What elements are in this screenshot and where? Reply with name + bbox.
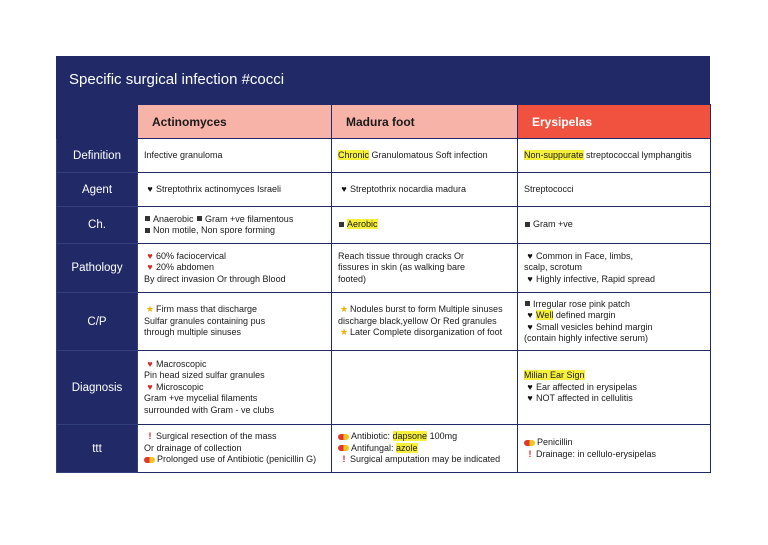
red-heart-icon: ♥ [147, 381, 153, 392]
cell-line [524, 393, 704, 405]
star-icon: ★ [339, 327, 349, 338]
row-label: Agent [57, 173, 138, 207]
column-header-actinomyces: Actinomyces [138, 105, 332, 139]
black-heart-icon: ♥ [527, 321, 533, 332]
cell-line [338, 251, 511, 263]
cell-line [144, 225, 325, 237]
cell-erysipelas [518, 173, 711, 207]
row-label: C/P [57, 293, 138, 351]
star-icon: ★ [339, 304, 349, 315]
cell-line [338, 219, 511, 231]
header-corner [57, 105, 138, 139]
cell-line [338, 262, 511, 274]
cell-text: Surgical amputation may be indicated [350, 454, 501, 465]
cell-line [338, 304, 511, 316]
cell-madura-foot [332, 425, 518, 473]
cell-text: 20% abdomen [156, 262, 215, 273]
cell-text: Gram +ve [533, 219, 573, 230]
cell-line [144, 184, 325, 196]
cell-line [338, 327, 511, 339]
cell-madura-foot [332, 207, 518, 244]
cell-erysipelas [518, 293, 711, 351]
highlighted-text: Milian Ear Sign [524, 370, 585, 381]
black-heart-icon: ♥ [527, 381, 533, 392]
cell-erysipelas [518, 351, 711, 425]
cell-text: Prolonged use of Antibiotic (penicillin G) [157, 454, 317, 465]
cell-line [524, 251, 704, 263]
square-bullet-icon [525, 301, 530, 306]
cell-line [338, 316, 511, 328]
cell-actinomyces [138, 425, 332, 473]
square-bullet-icon [525, 222, 530, 227]
cell-actinomyces [138, 207, 332, 244]
cell-line [338, 274, 511, 286]
highlighted-text: azole [396, 442, 418, 453]
square-bullet-icon [145, 228, 150, 233]
table-row [57, 207, 711, 244]
table-row [57, 244, 711, 293]
infection-table-card [56, 56, 710, 470]
cell-text: Surgical resection of the mass [156, 431, 277, 442]
cell-line [144, 262, 325, 274]
page-title: Specific surgical infection #cocci [56, 56, 710, 104]
header-row [57, 105, 711, 139]
red-heart-icon: ♥ [147, 262, 153, 273]
cell-line [524, 333, 704, 345]
cell-text: Irregular rose pink patch [533, 298, 631, 309]
cell-madura-foot [332, 139, 518, 173]
cell-line [144, 150, 325, 162]
cell-text: Macroscopic [156, 358, 207, 369]
cell-line [338, 443, 511, 455]
cell-text: Anaerobic [153, 213, 197, 224]
cell-line [144, 382, 325, 394]
table-row [57, 173, 711, 207]
black-heart-icon: ♥ [147, 183, 153, 194]
cell-line [144, 214, 325, 226]
table-row [57, 425, 711, 473]
cell-text: Pin head sized sulfar granules [144, 370, 265, 381]
cell-line [144, 327, 325, 339]
cell-line [524, 449, 704, 461]
exclamation-icon: ! [148, 431, 152, 442]
square-bullet-icon [339, 222, 344, 227]
cell-text: By direct invasion Or through Blood [144, 273, 286, 284]
cell-line [524, 299, 704, 311]
cell-text: NOT affected in cellulitis [536, 393, 633, 404]
cell-text: Granulomatous Soft infection [369, 149, 488, 160]
cell-text: fissures in skin (as walking bare [338, 262, 466, 273]
comparison-table [56, 104, 711, 473]
cell-text: defined margin [553, 310, 616, 320]
cell-erysipelas [518, 244, 711, 293]
cell-text: Small vesicles behind margin [536, 321, 653, 332]
cell-text: Gram +ve filamentous [205, 213, 294, 224]
cell-line [144, 405, 325, 417]
square-bullet-icon [197, 216, 202, 221]
cell-line [144, 431, 325, 443]
cell-text: through multiple sinuses [144, 327, 242, 338]
cell-madura-foot [332, 293, 518, 351]
black-heart-icon: ♥ [527, 250, 533, 261]
pill-icon [524, 440, 535, 446]
cell-line [524, 274, 704, 286]
highlighted-text: dapsone [392, 431, 428, 442]
table-row [57, 351, 711, 425]
cell-text: Reach tissue through cracks Or [338, 250, 465, 261]
cell-line [144, 304, 325, 316]
cell-erysipelas [518, 207, 711, 244]
cell-text: Non motile, Non spore forming [153, 225, 276, 235]
cell-actinomyces [138, 351, 332, 425]
cell-line [338, 454, 511, 466]
row-label: Pathology [57, 244, 138, 293]
cell-text: Or drainage of collection [144, 442, 242, 453]
cell-line [338, 431, 511, 443]
cell-text: Streptothrix actinomyces Israeli [156, 183, 282, 194]
cell-line [144, 316, 325, 328]
cell-line [524, 382, 704, 394]
cell-madura-foot [332, 173, 518, 207]
cell-text: footed) [338, 273, 367, 284]
cell-line [144, 251, 325, 263]
cell-text: (contain highly infective serum) [524, 333, 649, 343]
cell-line [524, 310, 704, 322]
cell-text: Later Complete disorganization of foot [350, 327, 503, 338]
row-label: Ch. [57, 207, 138, 244]
cell-text: Ear affected in erysipelas [536, 381, 637, 392]
cell-erysipelas [518, 425, 711, 473]
cell-text: Firm mass that discharge [156, 304, 258, 315]
cell-line [524, 150, 704, 162]
black-heart-icon: ♥ [527, 393, 533, 404]
highlighted-text: Chronic [338, 149, 370, 160]
cell-line [524, 437, 704, 449]
row-label: Definition [57, 139, 138, 173]
black-heart-icon: ♥ [527, 273, 533, 284]
cell-actinomyces [138, 244, 332, 293]
cell-text: Antibiotic: [351, 431, 393, 442]
cell-line [144, 359, 325, 371]
highlighted-text: Well [536, 310, 554, 320]
cell-line [144, 274, 325, 286]
cell-text: 60% faciocervical [156, 250, 227, 261]
cell-line [144, 393, 325, 405]
star-icon: ★ [145, 304, 155, 315]
square-bullet-icon [145, 216, 150, 221]
cell-text: streptococcal lymphangitis [583, 149, 692, 160]
cell-text: discharge black,yellow Or Red granules [338, 315, 497, 326]
cell-text: Common in Face, limbs, [536, 250, 634, 261]
pill-icon [338, 434, 349, 440]
table-row [57, 139, 711, 173]
table-row [57, 293, 711, 351]
cell-text: Sulfar granules containing pus [144, 315, 266, 326]
black-heart-icon: ♥ [341, 183, 347, 194]
cell-line [144, 443, 325, 455]
cell-text: Nodules burst to form Multiple sinuses [350, 304, 503, 315]
cell-line [524, 219, 704, 231]
cell-text: Streptococci [524, 183, 574, 194]
column-header-erysipelas: Erysipelas [518, 105, 711, 139]
cell-line [338, 184, 511, 196]
highlighted-text: Non-suppurate [524, 149, 584, 160]
cell-text: Drainage: in cellulo-erysipelas [536, 448, 657, 459]
row-label: ttt [57, 425, 138, 473]
cell-text: Antifungal: [351, 442, 397, 453]
cell-text: surrounded with Gram - ve clubs [144, 404, 275, 415]
cell-text: scalp, scrotum [524, 262, 583, 273]
black-heart-icon: ♥ [527, 310, 533, 320]
row-label: Diagnosis [57, 351, 138, 425]
cell-text: Streptothrix nocardia madura [350, 183, 467, 194]
cell-text: Gram +ve mycelial filaments [144, 393, 258, 404]
cell-line [524, 322, 704, 334]
pill-icon [338, 445, 349, 451]
cell-line [524, 370, 704, 382]
cell-actinomyces [138, 139, 332, 173]
pill-icon [144, 457, 155, 463]
cell-line [144, 454, 325, 466]
cell-actinomyces [138, 293, 332, 351]
cell-text: Infective granuloma [144, 149, 223, 160]
cell-madura-foot [332, 351, 518, 425]
cell-madura-foot [332, 244, 518, 293]
highlighted-text: Aerobic [347, 219, 378, 230]
red-heart-icon: ♥ [147, 250, 153, 261]
cell-erysipelas [518, 139, 711, 173]
cell-text: Penicillin [537, 437, 573, 447]
cell-line [338, 150, 511, 162]
red-heart-icon: ♥ [147, 358, 153, 369]
cell-text: Microscopic [156, 381, 204, 392]
cell-text: 100mg [427, 431, 458, 442]
exclamation-icon: ! [528, 448, 532, 459]
column-header-madura-foot: Madura foot [332, 105, 518, 139]
cell-line [144, 370, 325, 382]
exclamation-icon: ! [342, 454, 346, 465]
cell-line [524, 262, 704, 274]
cell-text: Highly infective, Rapid spread [536, 273, 656, 284]
cell-actinomyces [138, 173, 332, 207]
cell-line [524, 184, 704, 196]
